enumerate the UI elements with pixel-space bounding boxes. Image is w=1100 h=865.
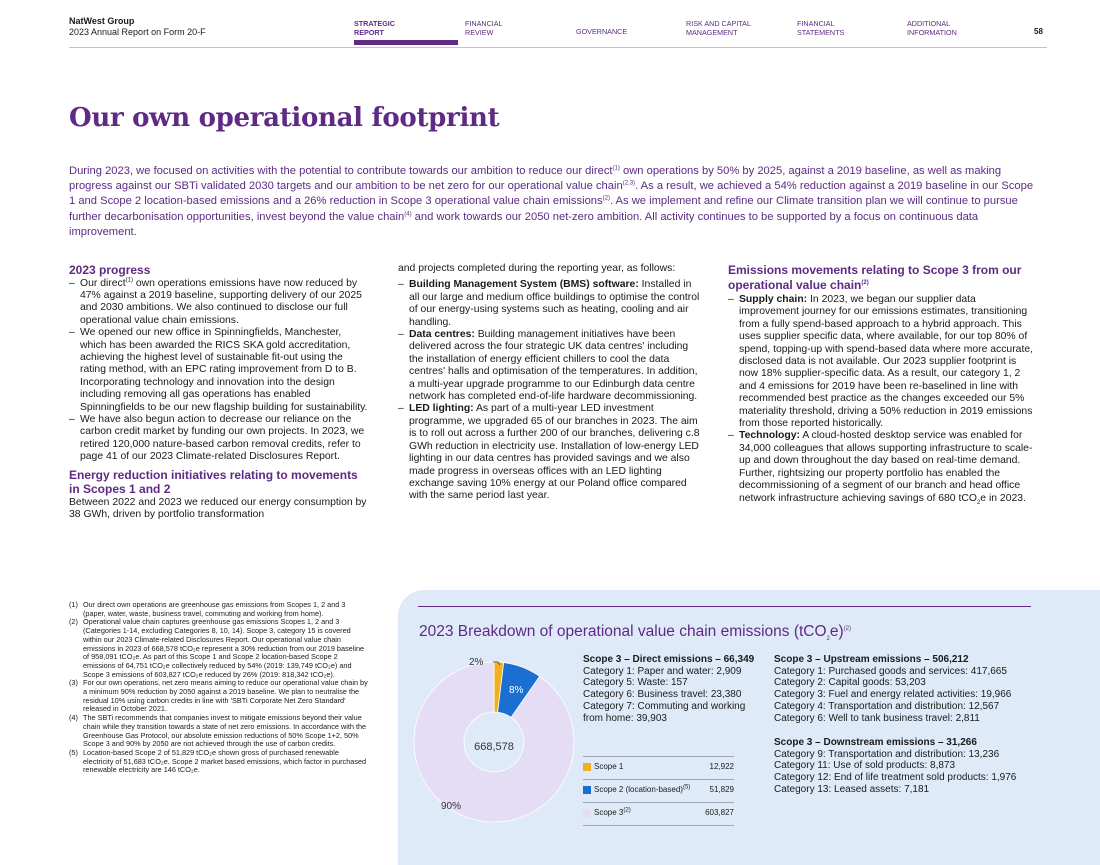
footnote: (3) For our own operations, net zero means aiming to reduce our operational value chain by a minimum 90% reduction by 2050 against a 2019 baseline. We plan to neutralise the residual 10% using carbon credits in line with 'SBTi Corporate Net Zero Standard' released in October 2021. [69, 678, 368, 714]
list-item: – We opened our new office in Spinningfields, Manchester, which has been awarded the RICS SKA gold accreditation, achieving the highest level of sustainable fit-out using the rating method, with an EPC rating improvement from D to B. Incorporating technology and innovation into the design including removing all gas operations has enabled Spinningfields to be our new flagship building for sustainability. [69, 327, 368, 414]
label-8-percent: 8% [509, 685, 524, 696]
nav-financial-review[interactable]: FINANCIAL REVIEW [465, 19, 503, 37]
footnote: (1) Our direct own operations are greenhouse gas emissions from Scopes 1, 2 and 3 (paper, water, waste, business travel, commuting and working from home). [69, 600, 346, 618]
upstream-emissions-block: Scope 3 – Upstream emissions – 506,212 Category 1: Purchased goods and services: 417,665 Category 2: Capital goods: 53,203 Category 3: Fuel and energy related activities: 19,966 Category 4: Transportation and distribution: 12,567 Category 6: Well to tank business travel: 2,811 [774, 654, 1074, 724]
legend-row-scope-3: Scope 3$^{(2)}$ 603,827 [583, 803, 734, 826]
list-item: – Building Management System (BMS) software: Installed in all our large and medium office buildings to optimise the control of our energy-using systems such as heating, cooling and air handling. [398, 279, 702, 329]
page-title: Our own operational footprint [69, 103, 500, 133]
legend-row-scope-2: Scope 2 (location-based)$^{(5)}$ 51,829 [583, 780, 734, 803]
nav-financial-statements[interactable]: FINANCIAL STATEMENTS [797, 19, 845, 37]
page-header [0, 0, 1100, 48]
label-90-percent: 90% [441, 801, 462, 812]
donut-center-total: 668,578 [474, 741, 514, 753]
chart-title: 2023 Breakdown of operational value chain emissions $(tCO_2e)^{(2)}$ [419, 623, 852, 643]
list-item: – Our direct$^{(1)}$ own operations emissions have now reduced by 47% against a 2019 baseline, supporting delivery of our 2025 and 2030 ambitions. We also continued to disclose our full operational value chain emissions. [69, 278, 368, 328]
nav-additional-information[interactable]: ADDITIONAL INFORMATION [907, 19, 957, 37]
progress-list [69, 278, 368, 464]
heading-energy-reduction: Energy reduction initiatives relating to movements in Scopes 1 and 2 [69, 467, 358, 497]
chart-legend [583, 756, 734, 826]
column-initiatives [398, 263, 702, 503]
column-scope3 [728, 263, 1034, 505]
list-item: – We have also begun action to decrease our reliance on the carbon credit market by funding our own projects. In 2023, we retired 120,000 nature-based carbon removal credits, refer to page 41 of our 2023 Climate-related Disclosures Report. [69, 414, 368, 464]
list-item: – LED lighting: As part of a multi-year LED investment programme, we upgraded 65 of our branches in 2023. The aim is to roll out across a further 200 of our branches, delivering c.8 GWh reduction in electricity use. Installation of low-energy LED lighting in our data centres has provided savings and we also made progress in overseas offices with an LED lighting exchange saving 10% energy at our Poland office compared with the same period last year. [398, 403, 702, 502]
list-item: – Technology: A cloud-hosted desktop service was enabled for 34,000 colleagues that allows supporting infrastructure to scale-up and down throughout the day based on real-time demand. Further, rightsizing our property portfolio has enabled the decommissioning of a segment of our branch and head office network infrastructure achieving savings of 680 tCO$_2$e in 2023. [728, 430, 1034, 504]
legend-swatch [583, 786, 591, 794]
footnote: (4) The SBTi recommends that companies invest to mitigate emissions beyond their value chain while they transition towards a state of net zero emissions. In accordance with the Greenhouse Gas Protocol, our absolute emission reductions of 50% Scope 1+2, 50% Scope 3 and 90% by 2050 are not achieved through the use of carbon credits. [69, 713, 367, 749]
initiatives-intro: and projects completed during the reporting year, as follows: [398, 263, 676, 274]
label-2-percent: 2% [469, 657, 484, 668]
energy-paragraph: Between 2022 and 2023 we reduced our energy consumption by 38 GWh, driven by portfolio transformation [69, 496, 367, 520]
upstream-emissions-title: Scope 3 – Upstream emissions – 506,212 [774, 654, 969, 665]
header-divider [69, 47, 1047, 48]
scope3-list [728, 294, 1034, 505]
brand [69, 16, 206, 38]
chart-divider [418, 606, 1031, 607]
page-number: 58 [1034, 27, 1043, 36]
column-progress [69, 263, 368, 521]
list-item: – Supply chain: In 2023, we began our supplier data improvement journey for our emissions estimates, transitioning from a fully spend-based approach to a hybrid approach. This uses supplier specific data, where available, for our top 80% of spend, topping-up with spend-based data where more accurate, disclosed data is not available. Our 2023 supplier footprint is now 18% supplier-specific data. As a result, our category 1, 2 and 4 emissions for 2019 have been re-baselined in line with recommended best practice as the changes exceeded our 5% materiality threshold, driving a 50% reduction in 2019 emissions from those reported historically. [728, 294, 1034, 430]
legend-swatch [583, 763, 591, 771]
intro-paragraph: During 2023, we focused on activities with the potential to contribute towards our ambition to reduce our direct$^{(1)}$ own operations by 50% by 2025, against a 2019 baseline, as well as making progress against our SBTi validated 2030 targets and our ambition to be net zero for our operational value chain$^{(2,3)}$. As a result, we achieved a 54% reduction against a 2019 baseline in our Scope 1 and Scope 2 location-based emissions and a 26% reduction in Scope 3 operational value chain emissions$^{(2)}$. As we implement and refine our Climate transition plan we will continue to pursue further decarbonisation opportunities, invest beyond the value chain$^{(4)}$ and work towards our 2050 net-zero ambition. All activity continues to be supported by a focus on continuous data improvement. [69, 165, 1034, 238]
list-item: – Data centres: Building management initiatives have been delivered across the four strategic UK data centres' including the installation of energy efficient chillers to cool the data centres' halls and optimisation of the temperatures. In addition, a multi-year upgrade programme to our Edinburgh data centre network has completed end-of-life hardware decommissioning. [398, 329, 702, 403]
legend-swatch [583, 809, 591, 817]
footnote: (5) Location-based Scope 2 of 51,829 tCO₂e shown gross of purchased renewable electricity of 51,683 tCO₂e. Scope 2 market based emissions, which factor in purchased renewable electricity are 146 tCO₂e. [69, 747, 367, 775]
legend-row-scope-1: Scope 1 12,922 [583, 757, 734, 780]
downstream-emissions-title: Scope 3 – Downstream emissions – 31,266 [774, 737, 977, 748]
active-nav-indicator [354, 40, 458, 45]
nav-strategic-report[interactable]: STRATEGIC REPORT [354, 19, 395, 37]
downstream-emissions-block: Scope 3 – Downstream emissions – 31,266 Category 9: Transportation and distribution: 13,236 Category 11: Use of sold products: 8,873 Category 12: End of life treatment sold products: 1,976 Category 13: Leased assets: 7,181 [774, 737, 1074, 796]
nav-risk-capital[interactable]: RISK AND CAPITAL MANAGEMENT [686, 19, 751, 37]
direct-emissions-block: Scope 3 – Direct emissions – 66,349 Category 1: Paper and water: 2,909 Category 5: Waste: 157 Category 6: Business travel: 23,380 Category 7: Commuting and working from home: 39,903 [583, 654, 763, 724]
footnote: (2) Operational value chain captures greenhouse gas emissions Scopes 1, 2 and 3 (Categories 1-14, excluding Categories 8, 10, 14). Scope 3, category 15 is covered within our 2023 Climate-related Disclosures Report. Our operational value chain emissions in 2023 of 668,578 tCO₂e represent a 30% reduction from our 2019 baseline of 958,091 tCO₂e. As part of this Scope 1 and Scope 2 location-based Scope 2 emissions of 64,751 tCO₂e collectively reduced by 54% (2019: 139,749 tCO₂e) and Scope 3 emissions of 603,827 tCO₂e reduced by 26% (2019: 818,342 tCO₂e). [69, 617, 365, 679]
heading-scope3-movements: Emissions movements relating to Scope 3 from our operational value chain$^{(2)}$ [728, 263, 1022, 292]
initiatives-list [398, 279, 702, 502]
nav-governance[interactable]: GOVERNANCE [576, 27, 628, 36]
report-name: 2023 Annual Report on Form 20-F [69, 27, 206, 37]
footnotes [69, 601, 369, 775]
direct-emissions-title: Scope 3 – Direct emissions – 66,349 [583, 654, 755, 665]
donut-chart [414, 652, 594, 862]
company-name: NatWest Group [69, 16, 135, 26]
heading-2023-progress: 2023 progress [69, 263, 151, 277]
